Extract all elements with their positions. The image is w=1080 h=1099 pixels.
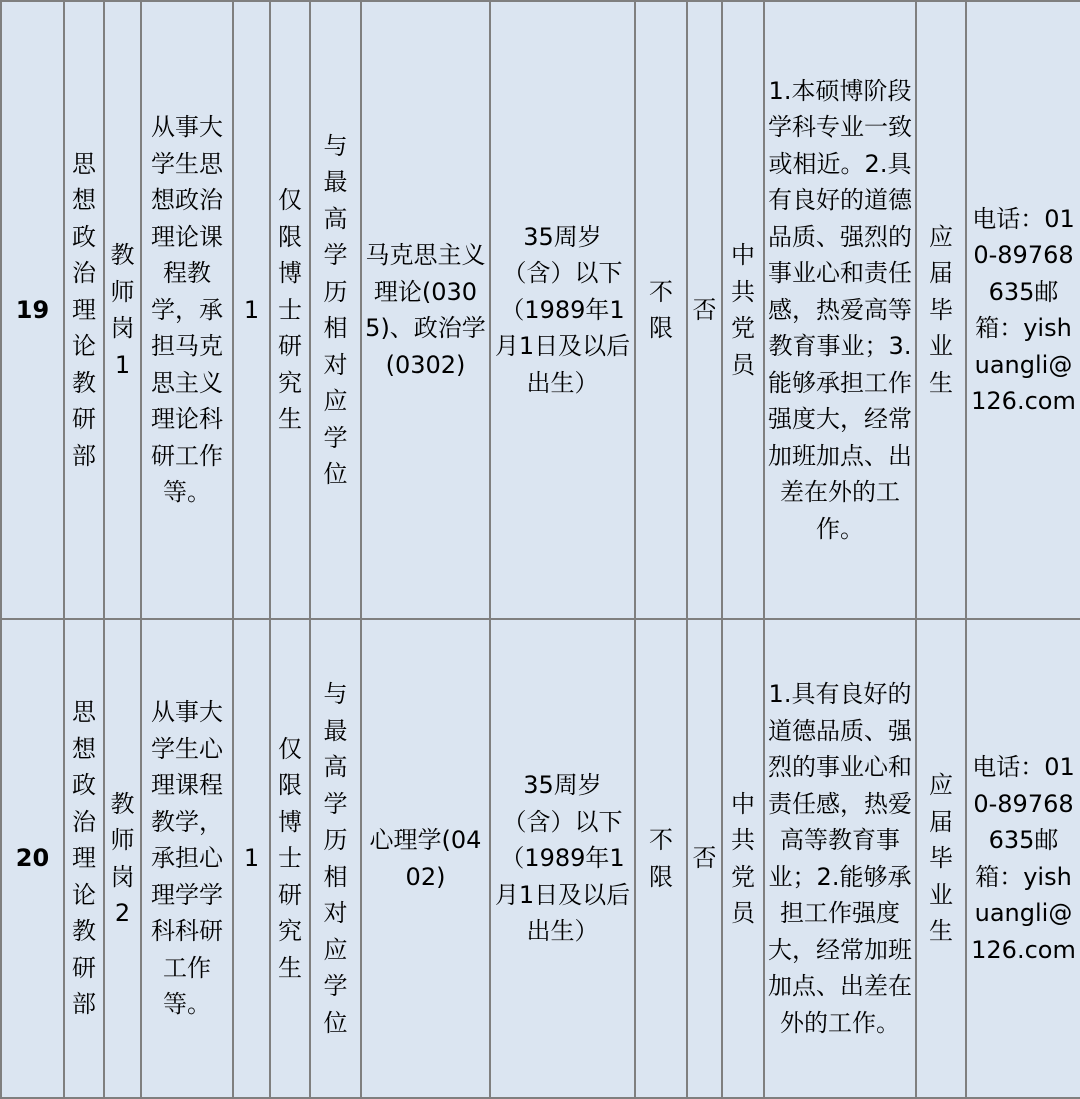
source-cell [916, 619, 966, 1098]
education-cell [270, 1, 310, 619]
degree-cell [310, 1, 361, 619]
contact-cell: 电话：010-89768635邮箱：yishuangli@126.com [966, 1, 1080, 619]
politics-cell [722, 1, 764, 619]
requirements-cell: 1.本硕博阶段学科专业一致或相近。2.具有良好的道德品质、强烈的事业心和责任感，热爱高等教育事业；3.能够承担工作强度大，经常加班加点、出差在外的工作。 [764, 1, 916, 619]
requirements-cell: 1.具有良好的道德品质、强烈的事业心和责任感，热爱高等教育事业；2.能够承担工作强度大，经常加班加点、出差在外的工作。 [764, 619, 916, 1098]
source-cell [916, 1, 966, 619]
gender-cell [635, 619, 687, 1098]
gender-cell [635, 1, 687, 619]
count-cell: 1 [233, 1, 270, 619]
degree-text: 与最高学历相对应学位 [323, 131, 348, 489]
post-text: 教师岗1 [110, 241, 135, 379]
table-row [1, 1, 1080, 619]
department-text: 思想政治理论教研部 [72, 698, 96, 1019]
degree-cell [310, 619, 361, 1098]
post-cell [104, 619, 141, 1098]
education-text: 仅限博士研究生 [278, 186, 302, 434]
beijing-text: 否 [692, 844, 717, 873]
gender-text: 不限 [649, 826, 673, 891]
contact-cell: 电话：010-89768635邮箱：yishuangli@126.com [966, 619, 1080, 1098]
count-cell: 1 [233, 619, 270, 1098]
duty-cell: 从事大学生心理课程教学，承担心理学学科科研工作等。 [141, 619, 233, 1098]
post-cell [104, 1, 141, 619]
department-cell [64, 619, 104, 1098]
degree-text: 与最高学历相对应学位 [323, 680, 348, 1037]
major-cell: 马克思主义理论(0305)、政治学(0302) [361, 1, 490, 619]
duty-cell: 从事大学生思想政治理论课程教学，承担马克思主义理论科研工作等。 [141, 1, 233, 619]
beijing-text: 否 [692, 295, 717, 324]
department-text: 思想政治理论教研部 [72, 149, 96, 470]
gender-text: 不限 [649, 277, 673, 343]
beijing-cell [687, 1, 722, 619]
department-cell [64, 1, 104, 619]
post-text: 教师岗2 [110, 789, 135, 928]
major-cell: 心理学(0402) [361, 619, 490, 1098]
education-cell [270, 619, 310, 1098]
row-number: 19 [1, 1, 64, 619]
politics-cell [722, 619, 764, 1098]
politics-text: 中共党员 [731, 789, 755, 928]
source-text: 应届毕业生 [929, 771, 953, 946]
source-text: 应届毕业生 [929, 222, 953, 397]
age-cell: 35周岁（含）以下（1989年1月1日及以后出生） [490, 619, 635, 1098]
age-cell: 35周岁（含）以下（1989年1月1日及以后出生） [490, 1, 635, 619]
table-row [1, 619, 1080, 1098]
education-text: 仅限博士研究生 [278, 734, 302, 982]
beijing-cell [687, 619, 722, 1098]
politics-text: 中共党员 [731, 241, 755, 379]
row-number: 20 [1, 619, 64, 1098]
